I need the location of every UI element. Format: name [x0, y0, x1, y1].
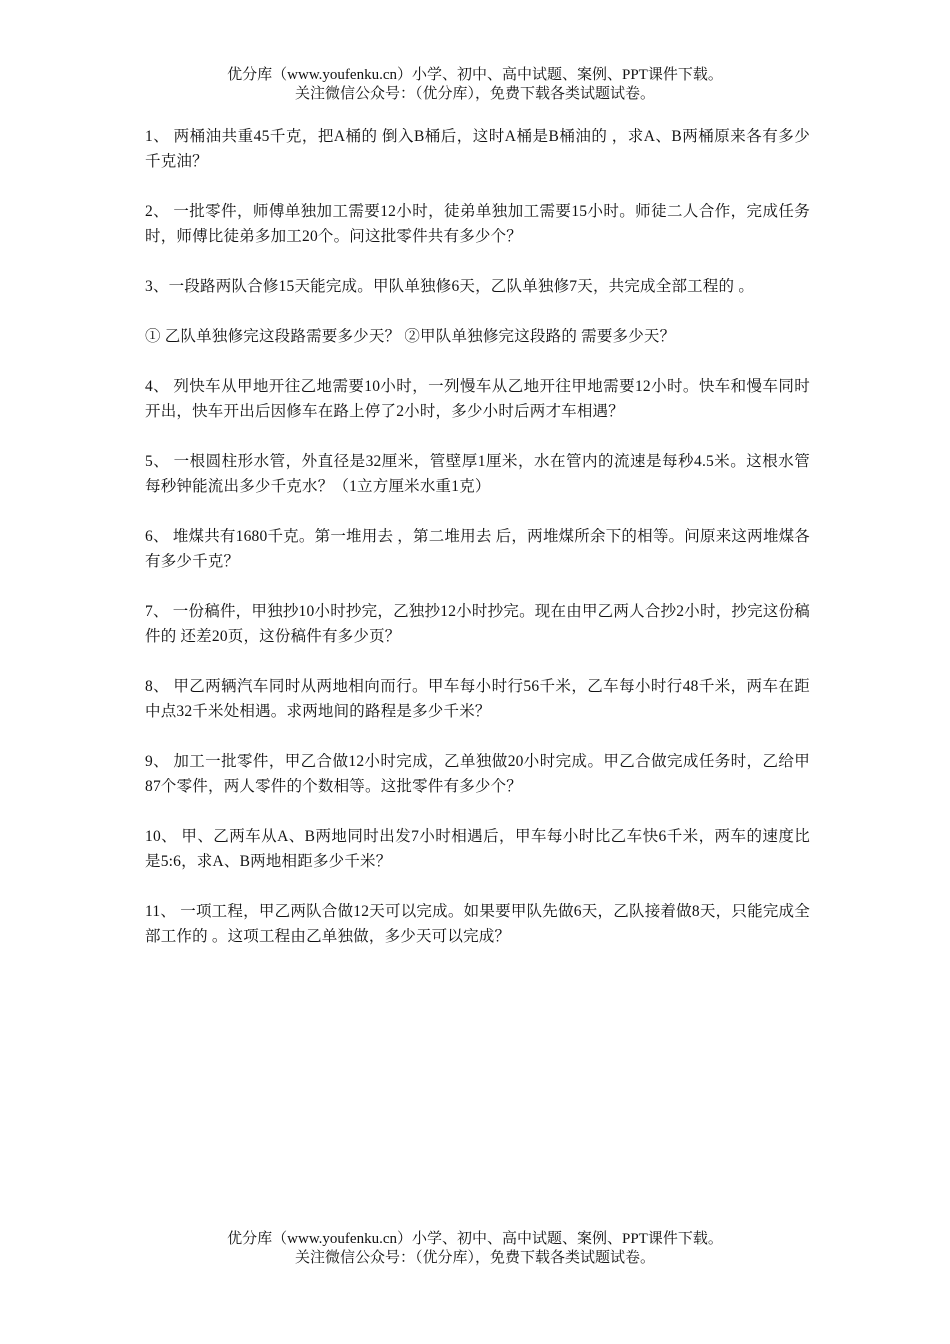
footer-line-1: 优分库（www.youfenku.cn）小学、初中、高中试题、案例、PPT课件下载。 — [227, 1231, 723, 1247]
question-8: 8、 甲乙两辆汽车同时从两地相向而行。甲车每小时行56千米，乙车每小时行48千米，两车在距中点32千米处相遇。求两地间的路程是多少千米？ — [145, 678, 810, 720]
question-3: 3、一段路两队合修15天能完成。甲队单独修6天，乙队单独修7天，共完成全部工程的 。 — [145, 278, 755, 295]
question-1: 1、 两桶油共重45千克，把A桶的 倒入B桶后，这时A桶是B桶油的 ，求A、B两桶原来各有多少千克油？ — [145, 128, 810, 170]
question-list — [145, 124, 810, 974]
footer-line-2: 关注微信公众号：（优分库），免费下载各类试题试卷。 — [294, 1250, 655, 1266]
page-footer — [0, 1230, 950, 1268]
question-4: 4、 列快车从甲地开往乙地需要10小时，一列慢车从乙地开往甲地需要12小时。快车和慢车同时开出，快车开出后因修车在路上停了2小时，多少小时后两才车相遇？ — [145, 378, 810, 420]
question-9: 9、 加工一批零件，甲乙合做12小时完成，乙单独做20小时完成。甲乙合做完成任务时，乙给甲87个零件，两人零件的个数相等。这批零件有多少个？ — [145, 753, 810, 795]
page-header — [0, 66, 950, 104]
question-2: 2、 一批零件，师傅单独加工需要12小时，徒弟单独加工需要15小时。师徒二人合作，完成任务时，师傅比徒弟多加工20个。问这批零件共有多少个？ — [145, 203, 810, 245]
question-6: 6、 堆煤共有1680千克。第一堆用去 ，第二堆用去 后，两堆煤所余下的相等。问原来这两堆煤各有多少千克？ — [145, 528, 810, 570]
header-line-2: 关注微信公众号：（优分库），免费下载各类试题试卷。 — [294, 86, 655, 102]
question-7: 7、 一份稿件，甲独抄10小时抄完，乙独抄12小时抄完。现在由甲乙两人合抄2小时，抄完这份稿件的 还差20页，这份稿件有多少页？ — [145, 603, 810, 645]
question-3-subparts: ① 乙队单独修完这段路需要多少天？ ②甲队单独修完这段路的 需要多少天？ — [145, 328, 676, 345]
question-11: 11、 一项工程，甲乙两队合做12天可以完成。如果要甲队先做6天，乙队接着做8天，只能完成全部工作的 。这项工程由乙单独做，多少天可以完成？ — [145, 903, 810, 945]
question-5: 5、 一根圆柱形水管，外直径是32厘米，管壁厚1厘米，水在管内的流速是每秒4.5米。这根水管每秒钟能流出多少千克水？（1立方厘米水重1克） — [145, 453, 810, 495]
question-10: 10、 甲、乙两车从A、B两地同时出发7小时相遇后，甲车每小时比乙车快6千米，两车的速度比是5:6，求A、B两地相距多少千米？ — [145, 828, 810, 870]
header-line-1: 优分库（www.youfenku.cn）小学、初中、高中试题、案例、PPT课件下载。 — [227, 67, 723, 83]
